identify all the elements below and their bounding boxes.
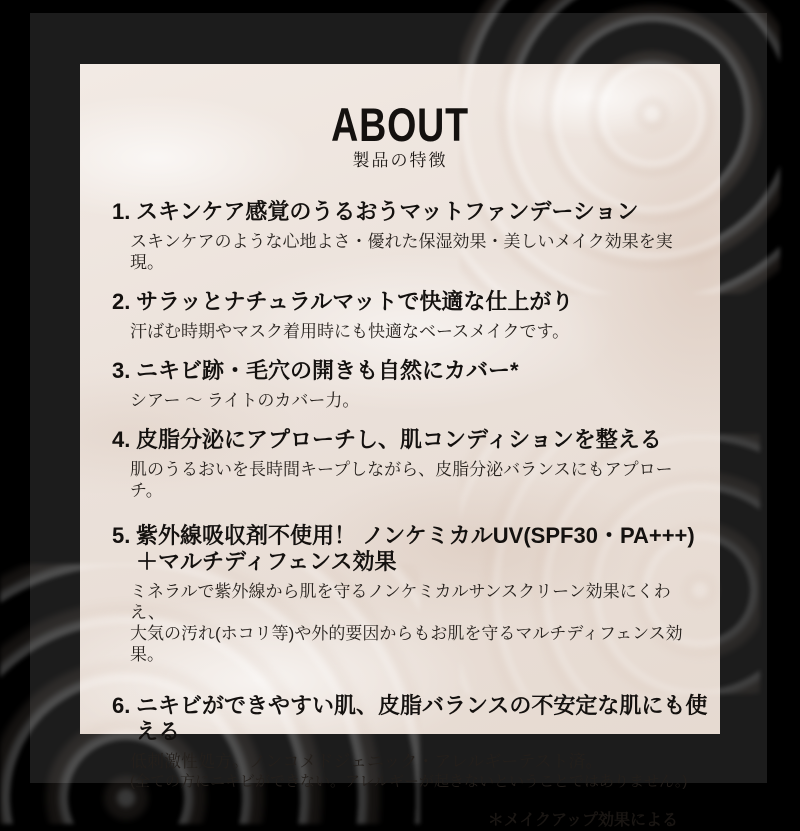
feature-description: ミネラルで紫外線から肌を守るノンケミカルサンスクリーン効果にくわえ、 大気の汚れ(ホコリ等)や外的要因からもお肌を守るマルチディフェンス効果。	[130, 582, 683, 664]
card-content	[80, 100, 720, 831]
feature-item	[80, 693, 720, 791]
feature-item	[80, 199, 720, 273]
feature-title	[80, 199, 720, 225]
feature-title-text: スキンケア感覚のうるおうマットファンデーション	[136, 199, 639, 224]
feature-item	[80, 358, 720, 411]
inner-frame	[30, 13, 767, 829]
feature-number: 3.	[112, 358, 131, 383]
feature-disclaimer: (全ての方にニキビができない。アレルギーが起きないということではありません。)	[130, 773, 688, 790]
feature-title-text: ニキビ跡・毛穴の開きも自然にカバー*	[136, 358, 519, 383]
product-about-card	[80, 64, 720, 829]
feature-title-text: 皮脂分泌にアプローチし、肌コンディションを整える	[136, 427, 662, 452]
feature-title	[80, 427, 720, 453]
card-title: ABOUT	[331, 98, 469, 151]
feature-title-text: 紫外線吸収剤不使用！ ノンケミカルUV(SPF30・PA+++) ＋マルチディフェンス効果	[136, 523, 695, 574]
feature-item	[80, 289, 720, 342]
feature-description: 肌のうるおいを長時間キープしながら、皮脂分泌バランスにもアプローチ。	[130, 460, 673, 500]
footnote: ＊メイクアップ効果による	[487, 812, 678, 829]
feature-title-text: サラッとナチュラルマットで快適な仕上がり	[136, 289, 574, 314]
feature-description: スキンケアのような心地よさ・優れた保湿効果・美しいメイク効果を実現。	[130, 232, 673, 272]
feature-description: 汗ばむ時期やマスク着用時にも快適なベースメイクです。	[130, 322, 570, 341]
feature-list	[80, 199, 720, 791]
card-subtitle: 製品の特徴	[352, 151, 448, 170]
feature-number: 2.	[112, 289, 131, 314]
feature-item	[80, 523, 720, 665]
feature-number: 6.	[112, 693, 131, 718]
feature-description: 低刺激性処方。ノンコメドジェニック・アレルギーテスト済。	[130, 752, 603, 771]
feature-title	[80, 523, 720, 575]
feature-description: シアー ～ ライトのカバー力。	[130, 391, 360, 410]
feature-title-text: ニキビができやすい肌、皮脂バランスの不安定な肌にも使える	[136, 693, 708, 744]
feature-title	[80, 289, 720, 315]
feature-title	[80, 358, 720, 384]
feature-number: 4.	[112, 427, 131, 452]
feature-number: 1.	[112, 199, 131, 224]
feature-item	[80, 427, 720, 501]
feature-title	[80, 693, 720, 745]
feature-number: 5.	[112, 523, 131, 548]
